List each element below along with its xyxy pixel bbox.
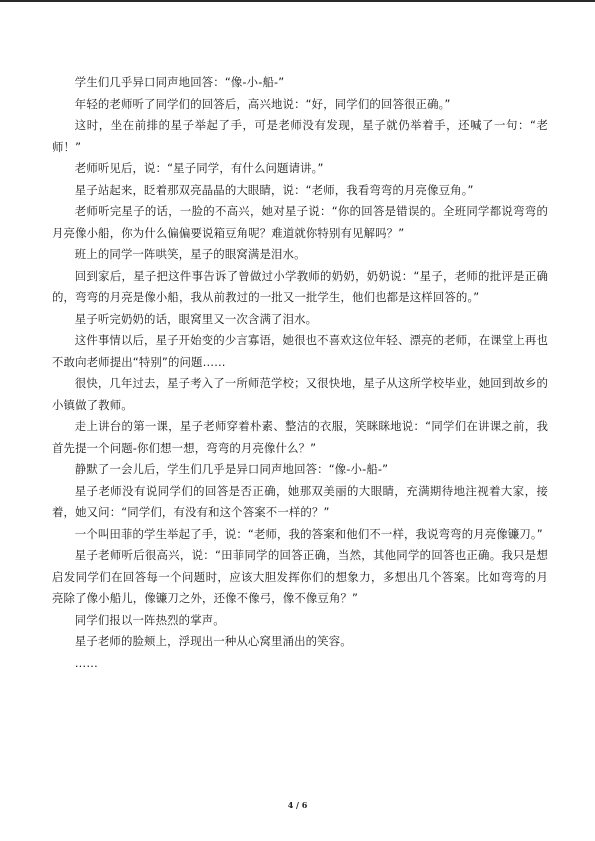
paragraph: 走上讲台的第一课，星子老师穿着朴素、整洁的衣服，笑眯眯地说：“同学们在讲课之前，我首先提一个问题-你们想一想，弯弯的月亮像什么？” xyxy=(52,419,548,455)
paragraph: 星子老师没有说同学们的回答是否正确，她那双美丽的大眼睛，充满期待地注视着大家，接着，她又问：“同学们，有没有和这个答案不一样的？” xyxy=(52,483,548,519)
paragraph: 年轻的老师听了同学们的回答后，高兴地说：“好，同学们的回答很正确。” xyxy=(74,96,451,111)
paragraph: 这件事情以后，星子开始变的少言寡语，她很也不喜欢这位年轻、漂亮的老师，在课堂上再也不敢向老师提出“特别”的问题…… xyxy=(52,333,548,369)
paragraph: 班上的同学一阵哄笑，星子的眼窝满是泪水。 xyxy=(74,247,306,261)
paragraph: 回到家后，星子把这件事告诉了曾做过小学教师的奶奶，奶奶说：“星子，老师的批评是正确的，弯弯的月亮是像小船，我从前教过的一批又一批学生，他们也都是这样回答的。” xyxy=(52,268,548,304)
paragraph: 星子听完奶奶的话，眼窝里又一次含满了泪水。 xyxy=(74,311,318,326)
paragraph: 星子老师听后很高兴，说：“田菲同学的回答正确，当然，其他同学的回答也正确。我只是想启发同学们在回答每一个问题时，应该大胆发挥你们的想象力，多想出几个答案。比如弯弯的月亮除了像小船儿，像镰刀之外，还像不像弓，像不像豆角？” xyxy=(52,548,548,605)
paragraph: 同学们报以一阵热烈的掌声。 xyxy=(74,612,225,627)
paragraph: 静默了一会儿后，学生们几乎是异口同声地回答：“像-小-船-” xyxy=(74,462,389,476)
paragraph: 很快，几年过去，星子考入了一所师范学校；又很快地，星子从这所学校毕业，她回到故乡的小镇做了教师。 xyxy=(52,376,548,412)
page-number: 4 / 6 xyxy=(287,800,308,810)
page-top-border xyxy=(0,0,595,2)
paragraph: 星子站起来，眨着那双亮晶晶的大眼睛，说：“老师，我看弯弯的月亮像豆角。” xyxy=(74,182,474,197)
paragraph: 这时，坐在前排的星子举起了手，可是老师没有发现，星子就仍举着手，还喊了一句：“老师！” xyxy=(52,118,548,154)
paragraph: 老师听见后，说：“星子同学，有什么问题请讲。” xyxy=(74,161,324,175)
paragraph: 星子老师的脸颊上，浮现出一种从心窝里涌出的笑容。 xyxy=(74,634,352,648)
ellipsis-paragraph: …… xyxy=(74,655,98,670)
paragraph: 学生们几乎异口同声地回答：“像-小-船-” xyxy=(74,75,285,89)
paragraph: 老师听完星子的话，一脸的不高兴，她对星子说：“你的回答是错误的。全班同学都说弯弯的月亮像小船，你为什么偏偏要说箱豆角呢？难道就你特别有见解吗？” xyxy=(52,204,548,240)
paragraph: 一个叫田菲的学生举起了手，说：“老师，我的答案和他们不一样，我说弯弯的月亮像镰刀。” xyxy=(74,526,543,541)
document-body xyxy=(52,72,548,674)
